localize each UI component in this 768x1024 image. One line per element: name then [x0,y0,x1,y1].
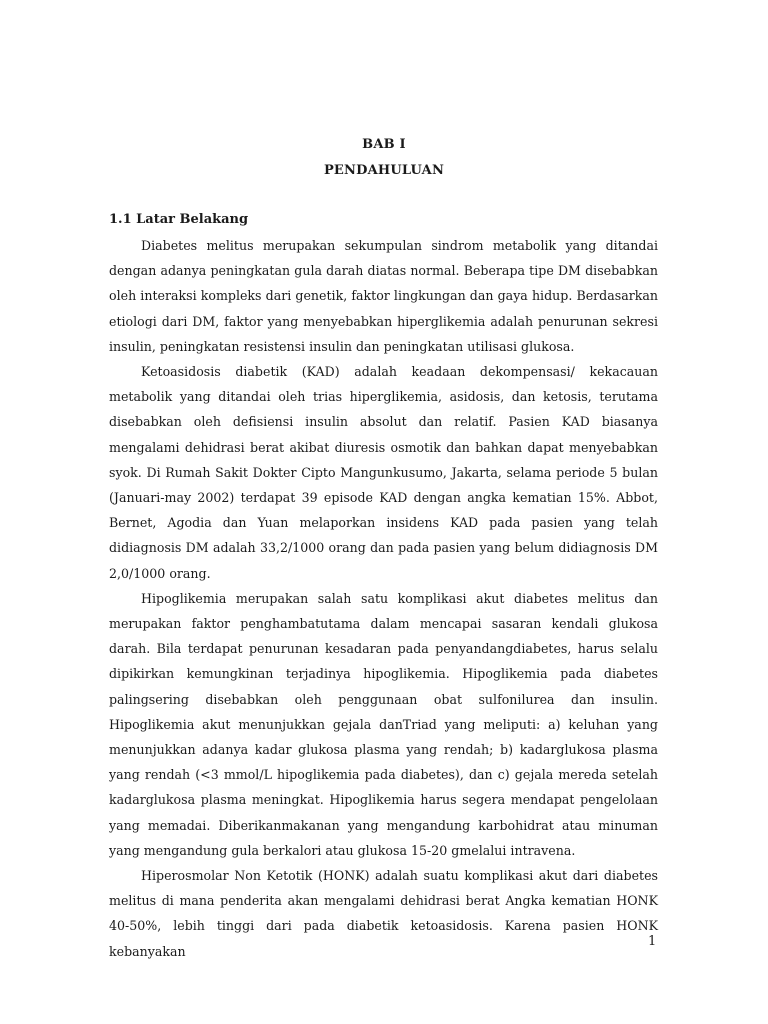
chapter-title: PENDAHULUAN [323,163,445,178]
body-text [109,233,658,964]
paragraph-honk: Hiperosmolar Non Ketotik (HONK) adalah suatu komplikasi akut dari diabetes melitus di mana penderita akan mengalami dehidrasi berat Angka kematian HONK 40-50%, lebih tinggi dari pada diabetik ketoasidosis. Karena pasien HONK kebanyakan [109,868,658,959]
page-number: 1 [648,934,657,949]
paragraph-kad: Ketoasidosis diabetik (KAD) adalah keadaan dekompensasi/ kekacauan metabolik yang ditandai oleh trias hiperglikemia, asidosis, dan ketosis, terutama disebabkan oleh defisiensi insulin absolut dan relatif. Pasien KAD biasanya mengalami dehidrasi berat akibat diuresis osmotik dan bahkan dapat menyebabkan syok. Di Rumah Sakit Dokter Cipto Mangunkusumo, Jakarta, selama periode 5 bulan (Januari-may 2002) terdapat 39 episode KAD dengan angka kematian 15%. Abbot, Bernet, Agodia dan Yuan melaporkan insidens KAD pada pasien yang telah didiagnosis DM adalah 33,2/1000 orang dan pada pasien yang belum didiagnosis DM 2,0/1000 orang. [109,364,658,581]
chapter-number: BAB I [362,137,406,152]
paragraph-diabetes: Diabetes melitus merupakan sekumpulan sindrom metabolik yang ditandai dengan adanya peningkatan gula darah diatas normal. Beberapa tipe DM disebabkan oleh interaksi kompleks dari genetik, faktor lingkungan dan gaya hidup. Berdasarkan etiologi dari DM, faktor yang menyebabkan hiperglikemia adalah penurunan sekresi insulin, peningkatan resistensi insulin dan peningkatan utilisasi glukosa. [109,238,658,354]
paragraph-hipoglikemia: Hipoglikemia merupakan salah satu komplikasi akut diabetes melitus dan merupakan faktor penghambatutama dalam mencapai sasaran kendali glukosa darah. Bila terdapat penurunan kesadaran pada penyandangdiabetes, harus selalu dipikirkan kemungkinan terjadinya hipoglikemia. Hipoglikemia pada diabetes palingsering disebabkan oleh penggunaan obat sulfonilurea dan insulin. Hipoglikemia akut menunjukkan gejala danTriad yang meliputi: a) keluhan yang menunjukkan adanya kadar glukosa plasma yang rendah; b) kadarglukosa plasma yang rendah (<3 mmol/L hipoglikemia pada diabetes), dan c) gejala mereda setelah kadarglukosa plasma meningkat. Hipoglikemia harus segera mendapat pengelolaan yang memadai. Diberikanmakanan yang mengandung karbohidrat atau minuman yang mengandung gula berkalori atau glukosa 15-20 gmelalui intravena. [109,590,658,858]
section-heading: 1.1 Latar Belakang [109,212,249,227]
